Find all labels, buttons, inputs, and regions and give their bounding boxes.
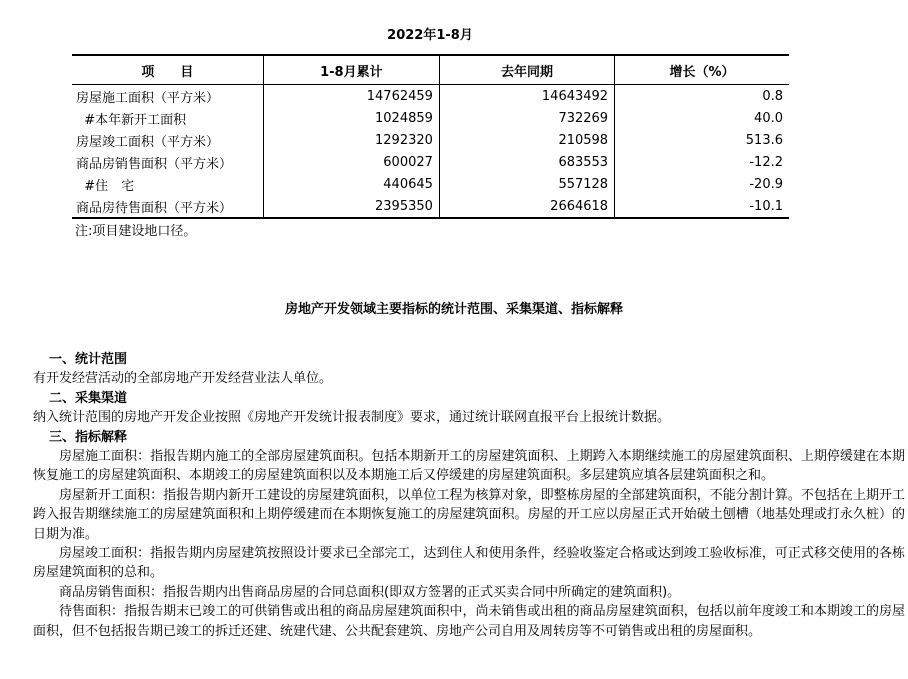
header-last-year: 去年同期 — [439, 55, 614, 85]
row-growth: 0.8 — [615, 85, 789, 108]
section-heading-definitions: 三、指标解释 — [49, 429, 128, 445]
row-growth: -10.1 — [615, 195, 789, 218]
row-cumulative: 440645 — [263, 173, 439, 195]
section-heading-scope: 一、统计范围 — [49, 352, 128, 367]
header-item: 项 目 — [72, 55, 263, 85]
row-cumulative: 1024859 — [263, 107, 439, 129]
row-cumulative: 2395350 — [263, 195, 439, 218]
row-last-year: 683553 — [439, 151, 614, 173]
table-row — [72, 173, 789, 195]
section-heading-channel: 二、采集渠道 — [49, 390, 128, 406]
row-cumulative: 1292320 — [263, 129, 439, 151]
row-last-year: 210598 — [439, 129, 614, 151]
definition-paragraph: 房屋竣工面积：指报告期内房屋建筑按照设计要求已全部完工，达到住人和使用条件，经验收鉴定合格或达到竣工验收标准，可正式移交使用的各栋房屋建筑面积的总和。 — [33, 546, 905, 581]
row-growth: 513.6 — [615, 129, 789, 151]
row-cumulative: 600027 — [263, 151, 439, 173]
row-label: 房屋竣工面积（平方米） — [76, 134, 220, 150]
table-row — [72, 129, 789, 151]
header-cumulative: 1-8月累计 — [263, 55, 439, 85]
table-header-row — [72, 55, 789, 85]
row-growth: 40.0 — [615, 107, 789, 129]
row-label-text: #住 宅 — [84, 178, 135, 194]
row-label: 商品房待售面积（平方米） — [72, 195, 263, 218]
table-title: 2022年1-8月 — [387, 28, 473, 43]
row-label — [72, 173, 263, 195]
row-last-year: 2664618 — [439, 195, 614, 218]
row-label-text: #本年新开工面积 — [84, 112, 187, 128]
section-text-scope: 有开发经营活动的全部房地产开发经营业法人单位。 — [33, 371, 333, 387]
row-growth: -12.2 — [615, 151, 789, 173]
row-last-year: 557128 — [439, 173, 614, 195]
row-cumulative: 14762459 — [263, 85, 439, 108]
definition-paragraph: 商品房销售面积：指报告期内出售商品房屋的合同总面积(即双方签署的正式买卖合同中所确定的建筑面积)。 — [59, 584, 681, 600]
row-label: 房屋施工面积（平方米） — [76, 90, 220, 106]
statistics-table — [72, 54, 789, 219]
row-label — [72, 107, 263, 129]
definition-paragraph: 房屋新开工面积：指报告期内新开工建设的房屋建筑面积，以单位工程为核算对象，即整栋房屋的全部建筑面积，不能分割计算。不包括在上期开工跨入报告期继续施工的房屋建筑面积和上期停缓建而在本期恢复施工的房屋建筑面积。房屋的开工应以房屋正式开始破土刨槽（地基处理或打永久桩）的日期为准。 — [33, 487, 905, 542]
table-row — [72, 151, 789, 173]
table-row — [72, 195, 789, 218]
table-note: 注:项目建设地口径。 — [75, 224, 197, 239]
row-last-year: 14643492 — [439, 85, 614, 108]
section-text-channel: 纳入统计范围的房地产开发企业按照《房地产开发统计报表制度》要求，通过统计联网直报平台上报统计数据。 — [33, 410, 671, 426]
row-growth: -20.9 — [615, 173, 789, 195]
row-label: 商品房销售面积（平方米） — [76, 156, 233, 172]
explanation-title: 房地产开发领域主要指标的统计范围、采集渠道、指标解释 — [284, 302, 623, 317]
explanation-body — [33, 350, 905, 641]
row-last-year: 732269 — [439, 107, 614, 129]
header-growth: 增长（%） — [615, 55, 789, 85]
definition-paragraph: 房屋施工面积：指报告期内施工的全部房屋建筑面积。包括本期新开工的房屋建筑面积、上期跨入本期继续施工的房屋建筑面积、上期停缓建在本期恢复施工的房屋建筑面积、本期竣工的房屋建筑面积以及本期施工后又停缓建的房屋建筑面积。多层建筑应填各层建筑面积之和。 — [33, 449, 905, 484]
table-row — [72, 107, 789, 129]
table-row — [72, 85, 789, 108]
definition-paragraph: 待售面积：指报告期末已竣工的可供销售或出租的商品房屋建筑面积中，尚未销售或出租的商品房屋建筑面积，包括以前年度竣工和本期竣工的房屋面积，但不包括报告期已竣工的拆迁还建、统建代建、公共配套建筑、房地产公司自用及周转房等不可销售或出租的房屋面积。 — [33, 604, 905, 639]
